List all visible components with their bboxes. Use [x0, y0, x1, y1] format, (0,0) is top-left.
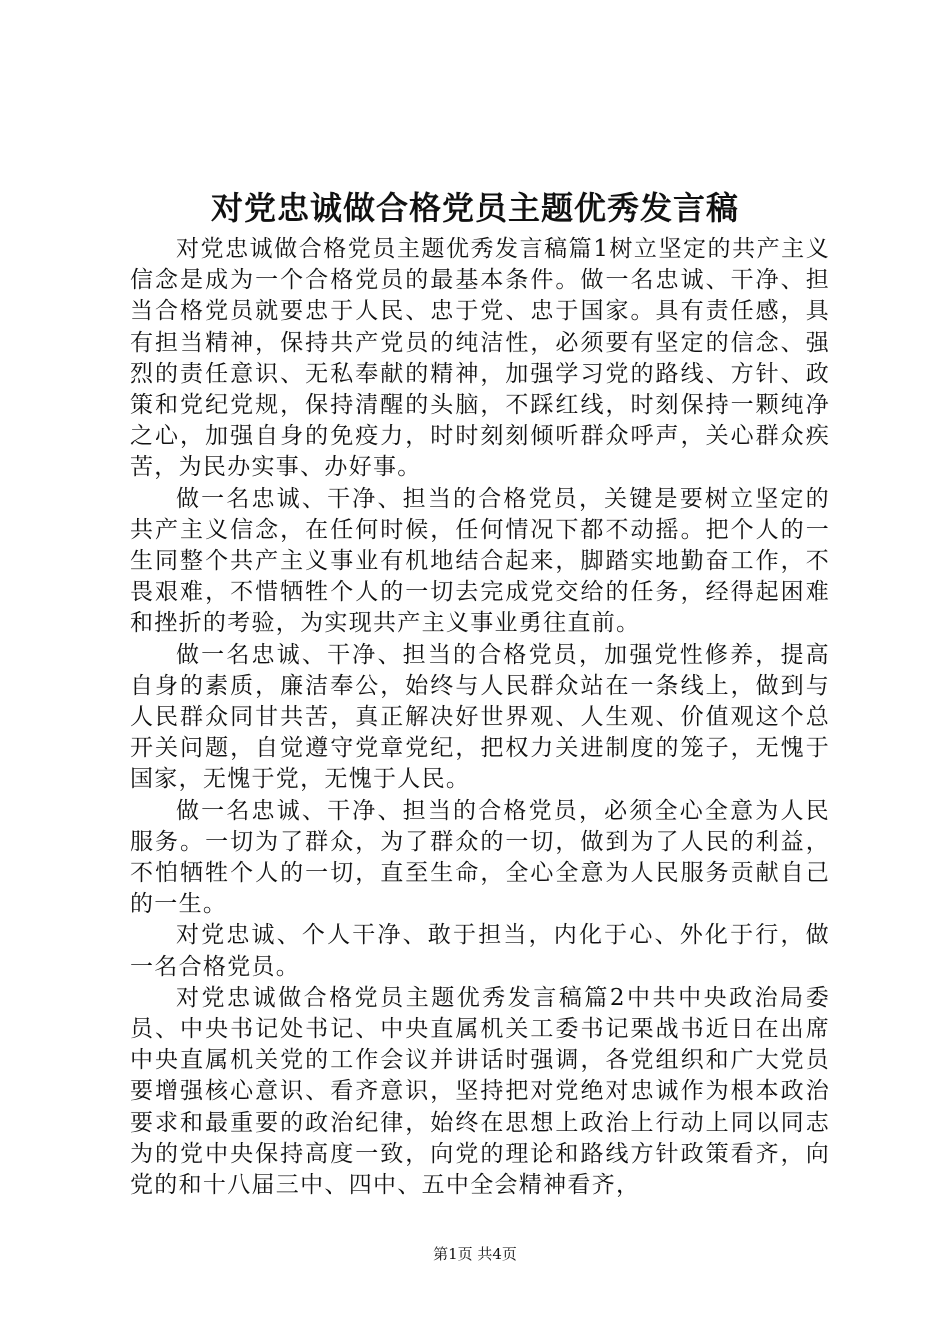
paragraph: 对党忠诚做合格党员主题优秀发言稿篇2中共中央政治局委员、中央书记处书记、中央直属机关工委书记栗战书近日在出席中央直属机关党的工作会议并讲话时强调，各党组织和广大党员要增强核心意识、看齐意识，坚持把对党绝对忠诚作为根本政治要求和最重要的政治纪律，始终在思想上政治上行动上同以同志为的党中央保持高度一致，向党的理论和路线方针政策看齐，向党的和十八届三中、四中、五中全会精神看齐， — [130, 984, 830, 1199]
paragraph: 做一名忠诚、干净、担当的合格党员，必须全心全意为人民服务。一切为了群众，为了群众的一切，做到为了人民的利益，不怕牺牲个人的一切，直至生命，全心全意为人民服务贡献自己的一生。 — [130, 797, 830, 918]
document-body — [130, 234, 830, 1201]
paragraph: 对党忠诚做合格党员主题优秀发言稿篇1树立坚定的共产主义信念是成为一个合格党员的最基本条件。做一名忠诚、干净、担当合格党员就要忠于人民、忠于党、忠于国家。具有责任感，具有担当精神，保持共产党员的纯洁性，必须要有坚定的信念、强烈的责任意识、无私奉献的精神，加强学习党的路线、方针、政策和党纪党规，保持清醒的头脑，不踩红线，时刻保持一颗纯净之心，加强自身的免疫力，时时刻刻倾听群众呼声，关心群众疾苦，为民办实事、办好事。 — [130, 236, 830, 481]
paragraph: 对党忠诚、个人干净、敢于担当，内化于心、外化于行，做一名合格党员。 — [130, 922, 830, 980]
page-number-footer: 第1页 共4页 — [433, 1245, 517, 1263]
paragraph: 做一名忠诚、干净、担当的合格党员，加强党性修养，提高自身的素质，廉洁奉公，始终与人民群众站在一条线上，做到与人民群众同甘共苦，真正解决好世界观、人生观、价值观这个总开关问题，自觉遵守党章党纪，把权力关进制度的笼子，无愧于国家，无愧于党，无愧于人民。 — [130, 641, 830, 793]
document-title: 对党忠诚做合格党员主题优秀发言稿 — [210, 189, 739, 227]
paragraph: 做一名忠诚、干净、担当的合格党员，关键是要树立坚定的共产主义信念，在任何时候，任何情况下都不动摇。把个人的一生同整个共产主义事业有机地结合起来，脚踏实地勤奋工作，不畏艰难，不惜牺牲个人的一切去完成党交给的任务，经得起困难和挫折的考验，为实现共产主义事业勇往直前。 — [130, 485, 830, 637]
